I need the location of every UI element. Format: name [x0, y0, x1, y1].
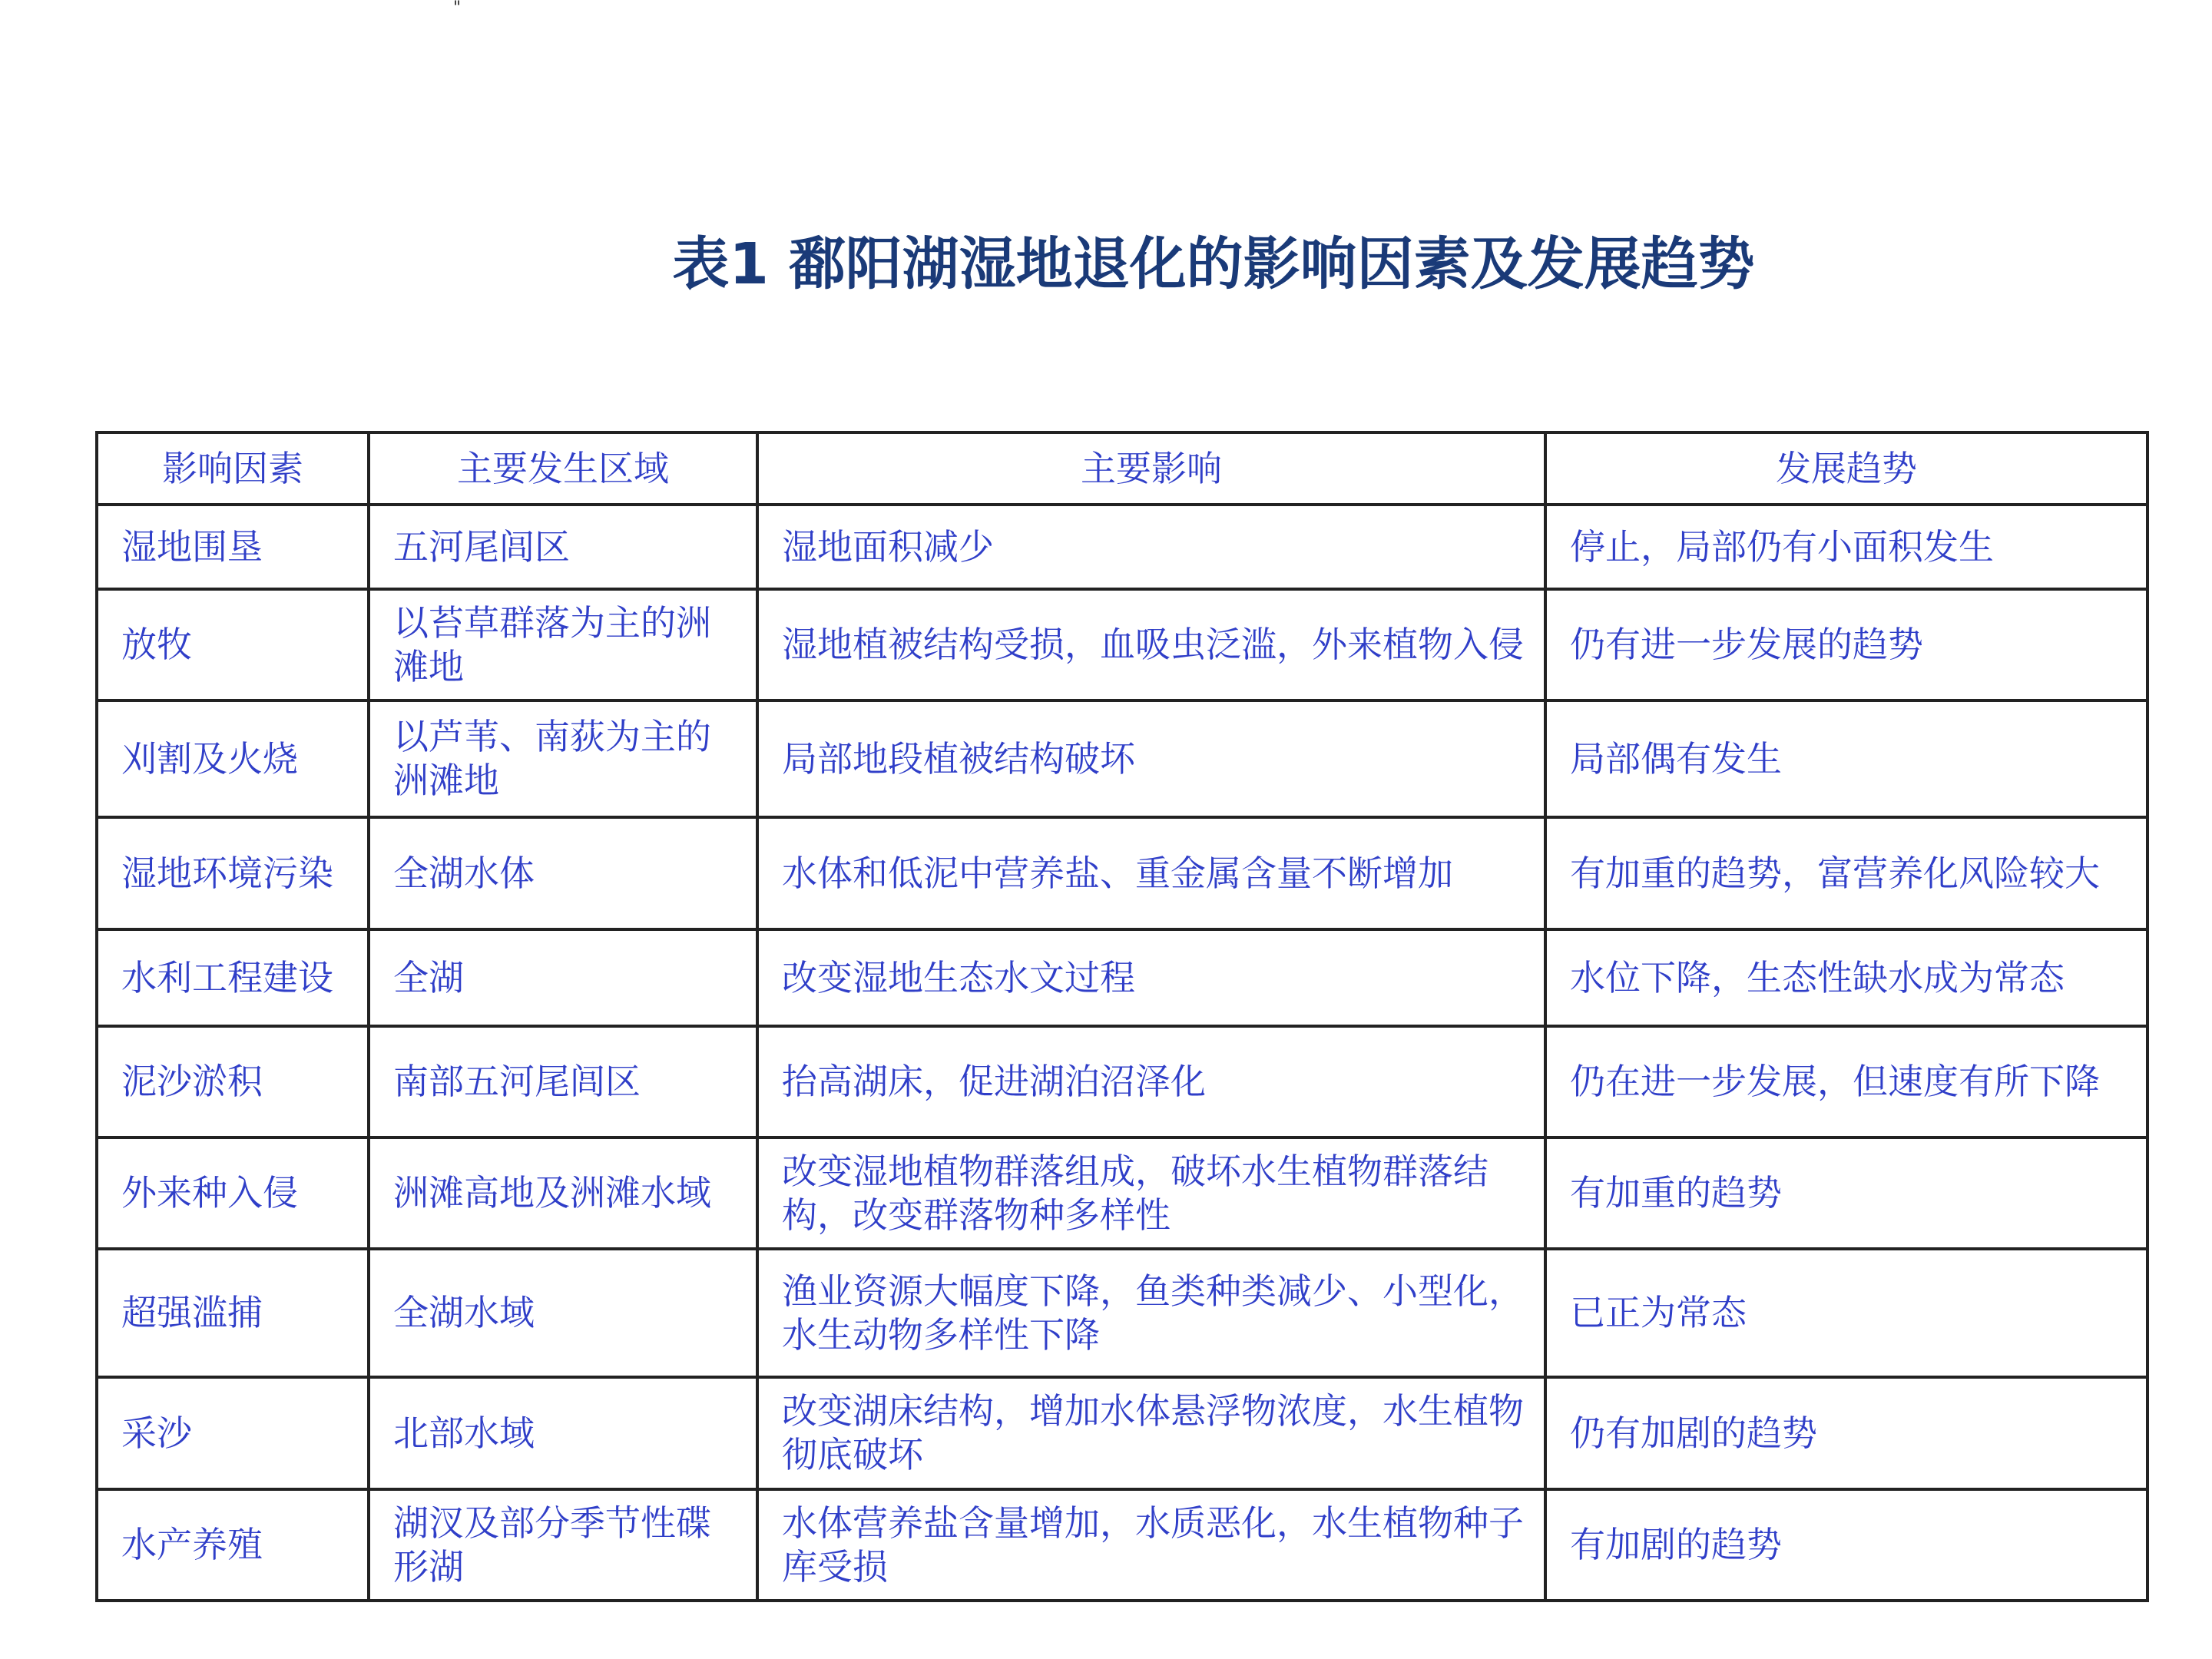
cell-trend: 有加剧的趋势 [1545, 1489, 2147, 1601]
table-row [97, 1377, 2147, 1489]
cell-impact: 水体营养盐含量增加，水质恶化，水生植物种子库受损 [757, 1489, 1545, 1601]
cell-factor: 放牧 [97, 589, 369, 700]
cell-impact: 水体和低泥中营养盐、重金属含量不断增加 [757, 817, 1545, 929]
table-row [97, 505, 2147, 589]
cell-impact: 改变湿地生态水文过程 [757, 929, 1545, 1026]
top-mark: " [453, 0, 462, 18]
cell-trend: 有加重的趋势，富营养化风险较大 [1545, 817, 2147, 929]
cell-impact: 渔业资源大幅度下降，鱼类种类减少、小型化，水生动物多样性下降 [757, 1249, 1545, 1377]
cell-factor: 超强滥捕 [97, 1249, 369, 1377]
table-row [97, 1026, 2147, 1137]
cell-region: 全湖水域 [369, 1249, 757, 1377]
header-trend: 发展趋势 [1545, 432, 2147, 505]
cell-trend: 仍有进一步发展的趋势 [1545, 589, 2147, 700]
cell-factor: 水利工程建设 [97, 929, 369, 1026]
cell-impact: 改变湿地植物群落组成，破坏水生植物群落结构，改变群落物种多样性 [757, 1137, 1545, 1249]
cell-impact: 湿地面积减少 [757, 505, 1545, 589]
cell-region: 以苔草群落为主的洲滩地 [369, 589, 757, 700]
cell-trend: 已正为常态 [1545, 1249, 2147, 1377]
cell-region: 南部五河尾闾区 [369, 1026, 757, 1137]
cell-factor: 湿地环境污染 [97, 817, 369, 929]
cell-trend: 局部偶有发生 [1545, 700, 2147, 817]
header-region: 主要发生区域 [369, 432, 757, 505]
table-row [97, 929, 2147, 1026]
header-impact: 主要影响 [757, 432, 1545, 505]
table-row [97, 1249, 2147, 1377]
cell-factor: 泥沙淤积 [97, 1026, 369, 1137]
cell-impact: 抬高湖床，促进湖泊沼泽化 [757, 1026, 1545, 1137]
header-factor: 影响因素 [97, 432, 369, 505]
cell-factor: 刈割及火烧 [97, 700, 369, 817]
cell-region: 北部水域 [369, 1377, 757, 1489]
table-row [97, 817, 2147, 929]
cell-region: 五河尾闾区 [369, 505, 757, 589]
cell-impact: 局部地段植被结构破坏 [757, 700, 1545, 817]
table-header-row [97, 432, 2147, 505]
cell-region: 湖汊及部分季节性碟形湖 [369, 1489, 757, 1601]
cell-impact: 湿地植被结构受损，血吸虫泛滥，外来植物入侵 [757, 589, 1545, 700]
impact-factors-table [95, 431, 2149, 1602]
cell-impact: 改变湖床结构，增加水体悬浮物浓度，水生植物彻底破坏 [757, 1377, 1545, 1489]
cell-region: 洲滩高地及洲滩水域 [369, 1137, 757, 1249]
table-row [97, 589, 2147, 700]
cell-trend: 水位下降，生态性缺水成为常态 [1545, 929, 2147, 1026]
table-row [97, 1489, 2147, 1601]
table-title: 表1 鄱阳湖湿地退化的影响因素及发展趋势 [672, 231, 1755, 297]
cell-factor: 采沙 [97, 1377, 369, 1489]
cell-factor: 湿地围垦 [97, 505, 369, 589]
cell-trend: 仍有加剧的趋势 [1545, 1377, 2147, 1489]
cell-factor: 水产养殖 [97, 1489, 369, 1601]
table-row [97, 700, 2147, 817]
cell-trend: 停止，局部仍有小面积发生 [1545, 505, 2147, 589]
cell-region: 全湖 [369, 929, 757, 1026]
cell-trend: 仍在进一步发展，但速度有所下降 [1545, 1026, 2147, 1137]
cell-trend: 有加重的趋势 [1545, 1137, 2147, 1249]
cell-factor: 外来种入侵 [97, 1137, 369, 1249]
cell-region: 以芦苇、南荻为主的洲滩地 [369, 700, 757, 817]
table-row [97, 1137, 2147, 1249]
cell-region: 全湖水体 [369, 817, 757, 929]
